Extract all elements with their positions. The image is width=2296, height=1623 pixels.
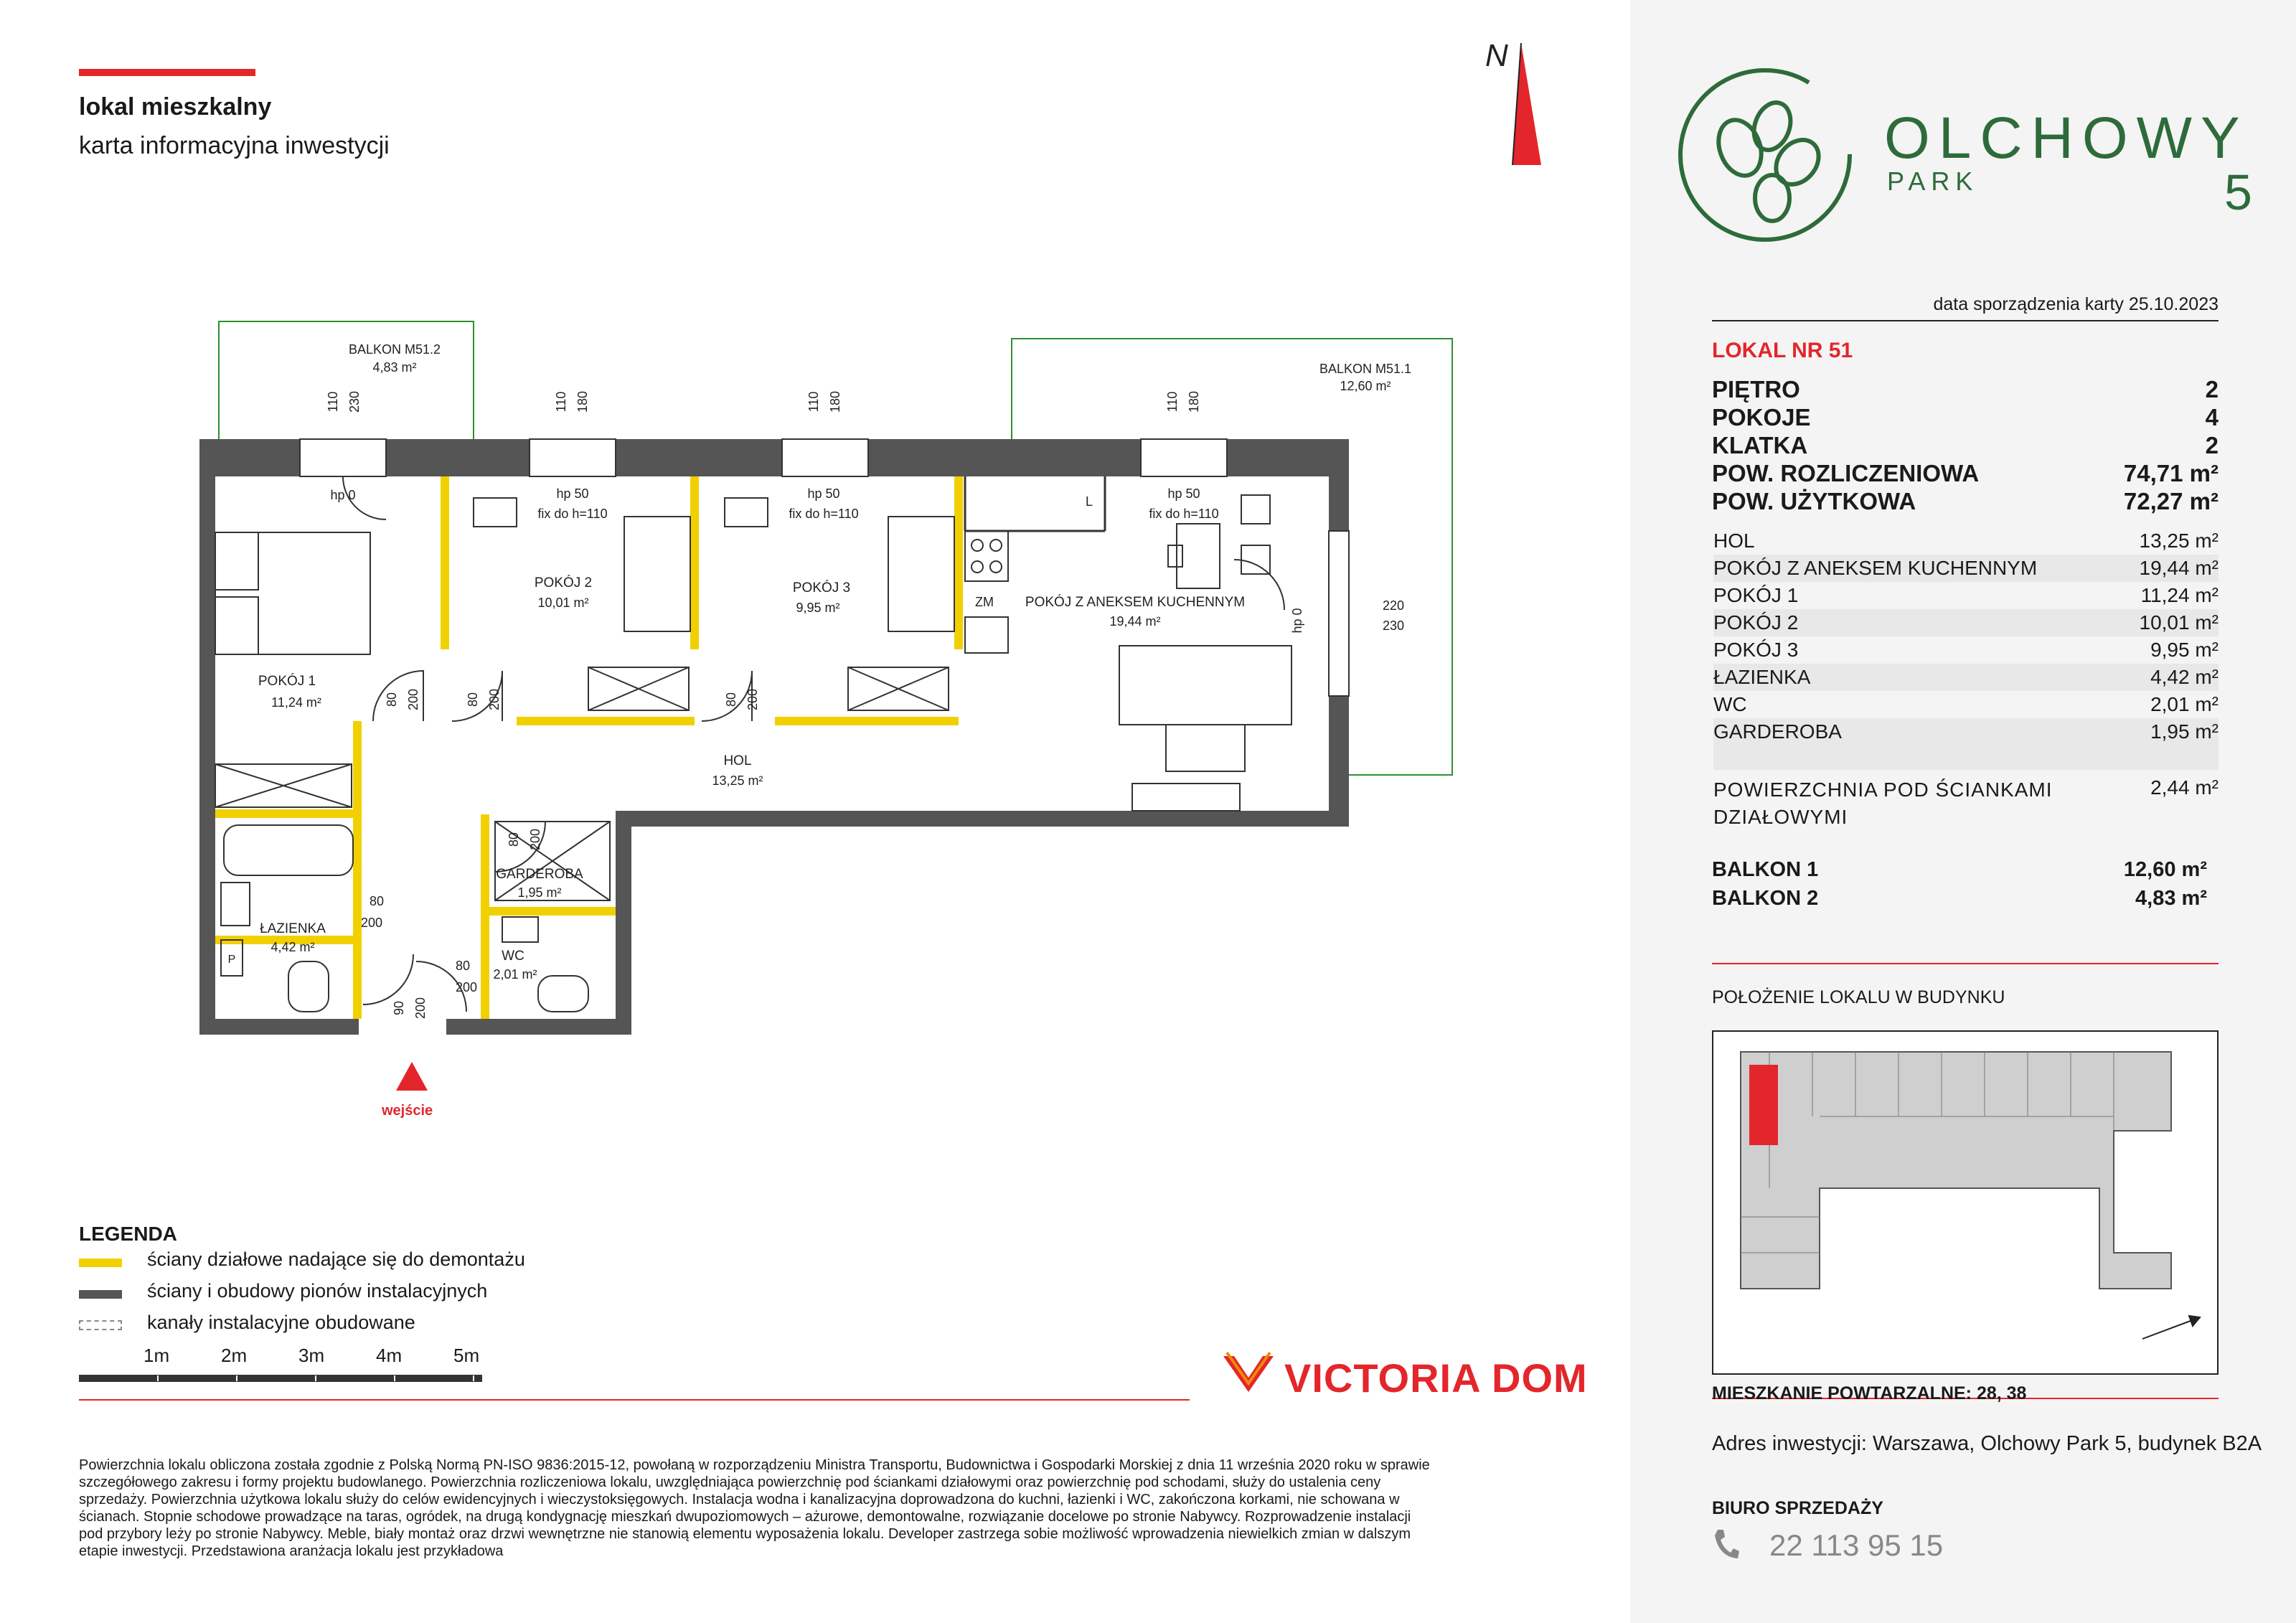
scale-2m: 2m — [221, 1345, 248, 1366]
l-label: L — [1085, 494, 1093, 509]
dim-200-d3: 200 — [745, 688, 760, 711]
room-row-pokoj1: POKÓJ 1 11,24 m² — [1713, 584, 2219, 606]
disclaimer-line-6: etapie inwestycji. Przedstawiona aranżacja lokalu jest przykładowa — [79, 1543, 504, 1559]
disclaimer-line-2: szczegółowego zakresu i formy projektu budowlanego. Powierzchnia rozliczeniowa lokalu, uwzględniająca powierzchnię pod ściankami działowymi oraz powierzchnię pod schodami, służy do ustalenia ceny — [79, 1474, 1381, 1490]
dim-80-d3: 80 — [724, 692, 738, 707]
lazienka-label: ŁAZIENKA — [260, 921, 326, 936]
lokal-number: LOKAL NR 51 — [1712, 339, 1853, 362]
disclaimer-line-4: ścianach. Stopnie schodowe prowadzące na taras, ogródek, na drugą kondygnację mieszkań dwupoziomowych – ażurowe, demontowalne, rozwiązanie docelowe po stronie Nabywcy. Rozprowadzenie instalacji — [79, 1509, 1411, 1525]
victoria-dom-logo-icon — [1220, 1349, 1277, 1406]
lazienka-area: 4,42 m² — [270, 940, 315, 954]
balcony-row-1: BALKON 1 12,60 m² — [1712, 858, 2207, 881]
hol-area: 13,25 m² — [712, 773, 763, 788]
dim-180-k: 180 — [1187, 390, 1201, 413]
dim-110-p2: 110 — [554, 391, 568, 413]
room-row-hol: HOL 13,25 m² — [1713, 530, 2219, 552]
room-row-lazienka: ŁAZIENKA 4,42 m² — [1713, 664, 2219, 691]
dim-110-k: 110 — [1165, 391, 1180, 413]
balcony-row-2: BALKON 2 4,83 m² — [1712, 887, 2207, 910]
hol-label: HOL — [723, 753, 752, 768]
page-subtitle: karta informacyjna inwestycji — [79, 132, 390, 159]
hp0-k-label: hp 0 — [1290, 608, 1304, 634]
wc-label: WC — [502, 949, 524, 964]
address: Adres inwestycji: Warszawa, Olchowy Park 5, budynek B2A — [1712, 1432, 2262, 1455]
garderoba-label: GARDEROBA — [496, 867, 583, 882]
dim-80-d1: 80 — [385, 692, 399, 707]
partition-value: 2,44 m² — [2150, 776, 2219, 799]
brand-number: 5 — [2224, 164, 2252, 220]
room-row-spacer — [1713, 745, 2219, 770]
scale-1m: 1m — [144, 1345, 170, 1366]
room-row-wc: WC 2,01 m² — [1713, 693, 2219, 715]
brand-name: OLCHOWY — [1884, 105, 2249, 171]
entrance-label: wejście — [382, 1103, 433, 1119]
fix-label-k: fix do h=110 — [1149, 507, 1219, 521]
dim-80-wc: 80 — [455, 959, 471, 973]
dim-110-p3: 110 — [806, 391, 821, 413]
balcony2-label: BALKON M51.2 — [348, 342, 441, 357]
disclaimer-line-5: pod przybory leży po stronie Nabywcy. Meble, biały montaż oraz drzwi wewnętrzne nie stanowią elementu wyposażenia lokalu. Developer zastrzega sobie możliwość wprowadzenia niewielkich zmian w dalszym — [79, 1526, 1411, 1542]
repeat-info: MIESZKANIE POWTARZALNE: 28, 38 — [1712, 1383, 2027, 1403]
hp50-label-2: hp 50 — [556, 486, 589, 501]
dim-230-b2: 230 — [347, 390, 362, 413]
hp50-label-k: hp 50 — [1167, 486, 1200, 501]
kitchen-area: 19,44 m² — [1109, 614, 1161, 629]
summary-billing-area: POW. ROZLICZENIOWA 74,71 m² — [1712, 460, 2219, 486]
summary-staircase: KLATKA 2 — [1712, 432, 2219, 458]
legend-swatch-dashed — [79, 1320, 122, 1330]
summary-floor: PIĘTRO 2 — [1712, 376, 2219, 403]
disclaimer-line-1: Powierzchnia lokalu obliczona została zgodnie z Polską Normą PN-ISO 9836:2015-12, powołaną w rozporządzeniu Ministra Transportu, Budownictwa i Gospodarki Morskiej z dnia 11 września 2020 roku w sprawie — [79, 1457, 1430, 1473]
legend-swatch-yellow — [79, 1259, 122, 1267]
location-divider — [1712, 963, 2219, 964]
dim-200-g: 200 — [528, 828, 542, 851]
building-location-map — [1712, 1030, 2219, 1375]
balcony1-area: 12,60 m² — [1340, 379, 1391, 393]
hp0-label: hp 0 — [330, 488, 356, 502]
scale-3m: 3m — [298, 1345, 325, 1366]
partition-label-line1: POWIERZCHNIA POD ŚCIANKAMI — [1713, 778, 2053, 801]
dim-200-d2: 200 — [487, 688, 502, 711]
fix-label-2: fix do h=110 — [537, 507, 608, 521]
scale-bar — [79, 1375, 482, 1382]
disclaimer — [79, 1457, 1571, 1560]
sales-phone[interactable]: 22 113 95 15 — [1769, 1528, 1944, 1562]
legend-item-3: kanały instalacyjne obudowane — [147, 1312, 415, 1333]
p-label: P — [227, 954, 236, 966]
dim-230: 230 — [1382, 618, 1405, 633]
dim-80-g: 80 — [507, 832, 521, 847]
compass-label: N — [1485, 38, 1508, 73]
garderoba-area: 1,95 m² — [517, 885, 562, 900]
apartment-marker — [1749, 1065, 1778, 1145]
room-row-pokoj3: POKÓJ 3 9,95 m² — [1713, 639, 2219, 661]
dim-200-wc: 200 — [455, 980, 478, 994]
partition-label — [1713, 776, 2053, 831]
scale-4m: 4m — [376, 1345, 403, 1366]
summary-rooms: POKOJE 4 — [1712, 404, 2219, 431]
north-compass-icon — [1485, 38, 1541, 165]
sales-title: BIURO SPRZEDAŻY — [1712, 1498, 1883, 1518]
balcony1-label: BALKON M51.1 — [1319, 362, 1412, 376]
dim-180-p2: 180 — [575, 390, 590, 413]
dim-80-d2: 80 — [466, 692, 480, 707]
olchowy-leaf-logo-icon — [1672, 62, 1866, 248]
wc-area: 2,01 m² — [493, 967, 537, 982]
pokoj1-area: 11,24 m² — [271, 695, 321, 710]
dim-220: 220 — [1382, 598, 1405, 613]
summary-usable-area: POW. UŻYTKOWA 72,27 m² — [1712, 488, 2219, 514]
pokoj2-area: 10,01 m² — [537, 596, 589, 610]
partition-label-line2: DZIAŁOWYMI — [1713, 806, 1848, 828]
balcony-2-outline — [219, 321, 474, 439]
legend-item-1: ściany działowe nadające się do demontażu — [147, 1248, 525, 1270]
developer-name: VICTORIA DOM — [1284, 1355, 1588, 1401]
scale-5m: 5m — [453, 1345, 480, 1366]
kitchen-label: POKÓJ Z ANEKSEM KUCHENNYM — [1025, 595, 1246, 610]
dim-200-d1: 200 — [406, 688, 420, 711]
pokoj1-label: POKÓJ 1 — [258, 674, 316, 689]
room-row-kitchen: POKÓJ Z ANEKSEM KUCHENNYM 19,44 m² — [1713, 555, 2219, 582]
entrance-arrow-icon — [396, 1062, 428, 1091]
pokoj2-label: POKÓJ 2 — [534, 575, 593, 591]
balcony2-area: 4,83 m² — [372, 360, 417, 375]
page-title: lokal mieszkalny — [79, 93, 272, 121]
dim-90-e: 90 — [392, 1000, 406, 1016]
legend-swatch-dark — [79, 1290, 122, 1299]
footer-divider — [79, 1399, 1190, 1401]
dim-200-bath: 200 — [360, 916, 383, 930]
legend-title: LEGENDA — [79, 1223, 177, 1245]
dim-80-bath: 80 — [369, 894, 385, 908]
date-divider — [1712, 320, 2219, 321]
location-title: POŁOŻENIE LOKALU W BUDYNKU — [1712, 987, 2005, 1007]
zm-label: ZM — [975, 595, 994, 609]
brand-sub: PARK — [1887, 166, 1979, 196]
hp50-label-3: hp 50 — [807, 486, 840, 501]
legend-item-2: ściany i obudowy pionów instalacyjnych — [147, 1280, 488, 1302]
room-row-pokoj2: POKÓJ 2 10,01 m² — [1713, 609, 2219, 636]
card-date: data sporządzenia karty 25.10.2023 — [1933, 294, 2219, 314]
dim-200-e: 200 — [413, 997, 428, 1020]
disclaimer-line-3: sprzedaży. Powierzchnia użytkowa lokalu służy do celów ewidencyjnych i wieczystoksięgowych. Instalacja wodna i kanalizacyjna doprowadzona do kuchni, łazienki i WC, zakończona korkami, nie schowana w — [79, 1492, 1400, 1507]
dim-110-b2: 110 — [326, 391, 340, 413]
pokoj3-area: 9,95 m² — [796, 601, 840, 615]
fix-label-3: fix do h=110 — [789, 507, 859, 521]
room-row-garderoba: GARDEROBA 1,95 m² — [1713, 718, 2219, 745]
pokoj3-label: POKÓJ 3 — [792, 580, 851, 596]
phone-icon — [1712, 1527, 1741, 1561]
dim-180-p3: 180 — [828, 390, 842, 413]
